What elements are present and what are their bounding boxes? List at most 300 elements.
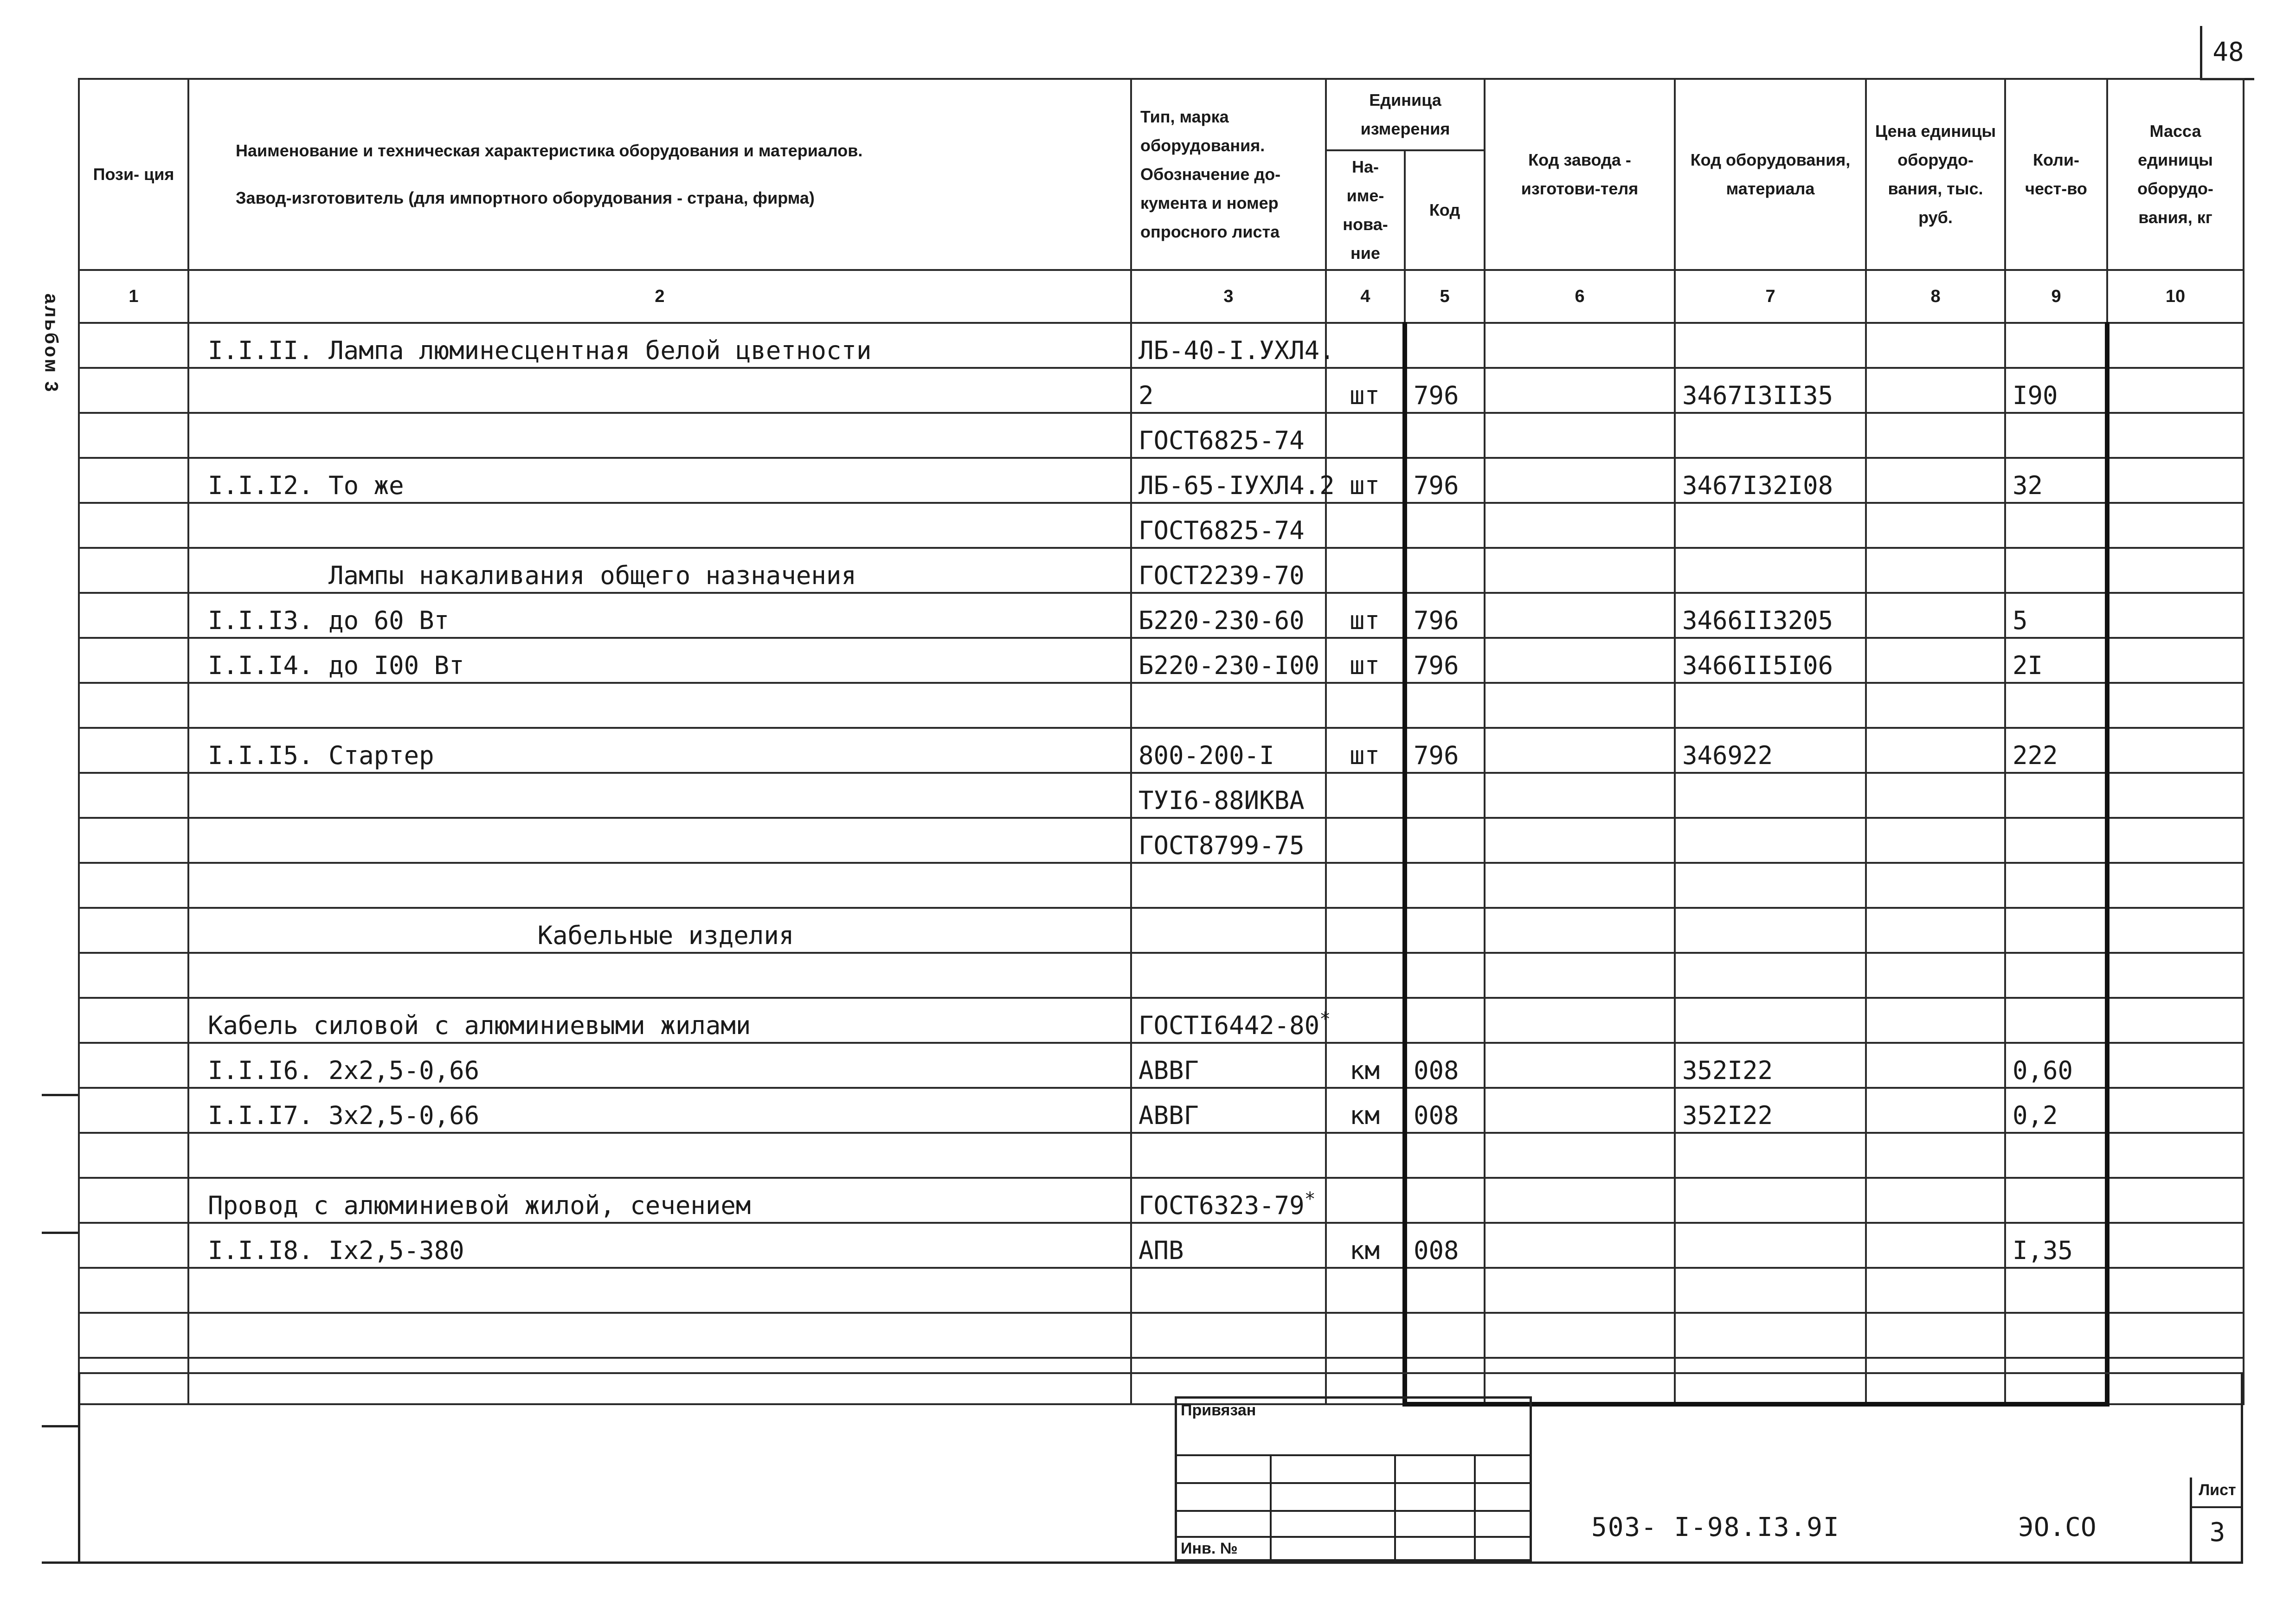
maker-code-cell	[1485, 908, 1675, 953]
item-name-cell: I.I.II. Лампа люминесцентная белой цветности	[188, 323, 1131, 368]
unit-code-cell	[1405, 1313, 1485, 1358]
maker-code-cell	[1485, 728, 1675, 773]
price-cell	[1866, 548, 2005, 593]
material-code-cell	[1675, 1223, 1866, 1268]
quantity-cell	[2005, 503, 2107, 548]
position-cell	[79, 413, 188, 458]
type-mark-cell	[1131, 908, 1326, 953]
position-cell	[79, 368, 188, 413]
maker-code-cell	[1485, 1313, 1675, 1358]
material-code-cell	[1675, 998, 1866, 1043]
table-row	[79, 1043, 2244, 1088]
material-code-cell: 352I22	[1675, 1043, 1866, 1088]
price-cell	[1866, 1313, 2005, 1358]
material-code-cell	[1675, 773, 1866, 818]
unit-code-cell: 796	[1405, 458, 1485, 503]
stamp-row-line	[1177, 1482, 1530, 1484]
unit-name-cell: шт	[1326, 458, 1405, 503]
price-cell	[1866, 953, 2005, 998]
unit-name-cell	[1326, 773, 1405, 818]
position-cell	[79, 1223, 188, 1268]
unit-code-cell	[1405, 1178, 1485, 1223]
unit-name-cell: шт	[1326, 728, 1405, 773]
position-cell	[79, 908, 188, 953]
maker-code-cell	[1485, 1088, 1675, 1133]
unit-code-cell	[1405, 683, 1485, 728]
item-name-cell	[188, 1133, 1131, 1178]
quantity-cell	[2005, 683, 2107, 728]
price-cell	[1866, 1358, 2005, 1404]
item-name-cell	[188, 953, 1131, 998]
quantity-cell: I,35	[2005, 1223, 2107, 1268]
quantity-cell	[2005, 1133, 2107, 1178]
position-cell	[79, 1178, 188, 1223]
unit-code-cell	[1405, 998, 1485, 1043]
quantity-cell	[2005, 1268, 2107, 1313]
material-code-cell	[1675, 503, 1866, 548]
unit-name-cell: шт	[1326, 638, 1405, 683]
price-cell	[1866, 863, 2005, 908]
price-cell	[1866, 1043, 2005, 1088]
unit-code-cell: 796	[1405, 593, 1485, 638]
unit-name-cell: шт	[1326, 593, 1405, 638]
mass-cell	[2107, 773, 2244, 818]
material-code-cell	[1675, 1178, 1866, 1223]
item-name-cell	[188, 818, 1131, 863]
table-row	[79, 548, 2244, 593]
stamp-row-line	[1177, 1454, 1530, 1456]
position-cell	[79, 503, 188, 548]
type-mark-cell	[1131, 863, 1326, 908]
unit-name-cell	[1326, 683, 1405, 728]
specification-body	[79, 323, 2244, 1404]
item-name-cell	[188, 863, 1131, 908]
mass-cell	[2107, 1313, 2244, 1358]
type-mark-cell: ГОСТI6442-80*	[1131, 998, 1326, 1043]
type-mark-cell: 800-200-I	[1131, 728, 1326, 773]
side-label	[37, 278, 65, 408]
material-code-cell	[1675, 683, 1866, 728]
stamp-row-line	[1177, 1536, 1530, 1538]
maker-code-cell	[1485, 323, 1675, 368]
table-row	[79, 458, 2244, 503]
item-name-cell: I.I.I4. до I00 Вт	[188, 638, 1131, 683]
unit-code-cell	[1405, 863, 1485, 908]
unit-name-cell	[1326, 503, 1405, 548]
table-row	[79, 683, 2244, 728]
header-price: Цена единицы оборудо-вания, тыс. руб.	[1866, 79, 2005, 270]
maker-code-cell	[1485, 1268, 1675, 1313]
maker-code-cell	[1485, 368, 1675, 413]
quantity-cell: 2I	[2005, 638, 2107, 683]
column-number: 7	[1675, 270, 1866, 323]
item-name-cell	[188, 413, 1131, 458]
unit-name-cell	[1326, 413, 1405, 458]
price-cell	[1866, 638, 2005, 683]
table-row	[79, 638, 2244, 683]
mass-cell	[2107, 413, 2244, 458]
material-code-cell	[1675, 323, 1866, 368]
quantity-cell: 32	[2005, 458, 2107, 503]
table-row	[79, 413, 2244, 458]
price-cell	[1866, 1178, 2005, 1223]
stamp-inventory-label: Инв. №	[1181, 1540, 1238, 1557]
mass-cell	[2107, 683, 2244, 728]
margin-tick	[42, 1094, 79, 1096]
header-type: Тип, марка оборудования. Обозначение до-кумента и номер опросного листа	[1131, 79, 1326, 270]
type-mark-cell: ГОСТ6825-74	[1131, 503, 1326, 548]
column-number: 2	[188, 270, 1131, 323]
mass-cell	[2107, 548, 2244, 593]
material-code-cell	[1675, 1268, 1866, 1313]
price-cell	[1866, 503, 2005, 548]
quantity-cell	[2005, 998, 2107, 1043]
mass-cell	[2107, 728, 2244, 773]
header-material-code: Код оборудования, материала	[1675, 79, 1866, 270]
unit-code-cell: 008	[1405, 1223, 1485, 1268]
sheet-divider	[2192, 1506, 2243, 1508]
unit-name-cell	[1326, 323, 1405, 368]
maker-code-cell	[1485, 548, 1675, 593]
item-name-cell	[188, 773, 1131, 818]
type-mark-cell: ЛБ-40-I.УХЛ4.	[1131, 323, 1326, 368]
type-mark-cell	[1131, 1313, 1326, 1358]
price-cell	[1866, 368, 2005, 413]
unit-name-cell	[1326, 953, 1405, 998]
material-code-cell	[1675, 1313, 1866, 1358]
table-row	[79, 998, 2244, 1043]
table-row	[79, 1313, 2244, 1358]
mass-cell	[2107, 908, 2244, 953]
unit-name-cell	[1326, 818, 1405, 863]
mass-cell	[2107, 458, 2244, 503]
unit-code-cell	[1405, 413, 1485, 458]
type-mark-cell: ГОСТ6323-79*	[1131, 1178, 1326, 1223]
mass-cell	[2107, 1043, 2244, 1088]
type-mark-cell: Б220-230-60	[1131, 593, 1326, 638]
quantity-cell	[2005, 953, 2107, 998]
position-cell	[79, 1358, 188, 1404]
stamp-bound-label: Привязан	[1181, 1401, 1256, 1419]
price-cell	[1866, 1088, 2005, 1133]
type-mark-cell	[1131, 1268, 1326, 1313]
unit-name-cell	[1326, 1133, 1405, 1178]
margin-tick	[42, 1425, 79, 1427]
type-mark-cell: АВВГ	[1131, 1088, 1326, 1133]
unit-code-cell: 796	[1405, 368, 1485, 413]
maker-code-cell	[1485, 413, 1675, 458]
table-row	[79, 1088, 2244, 1133]
material-code-cell: 346922	[1675, 728, 1866, 773]
side-label-text: альбом 3	[41, 293, 62, 393]
item-name-cell	[188, 368, 1131, 413]
position-cell	[79, 1043, 188, 1088]
price-cell	[1866, 908, 2005, 953]
unit-name-cell: шт	[1326, 368, 1405, 413]
material-code-cell: 352I22	[1675, 1088, 1866, 1133]
unit-name-cell: км	[1326, 1043, 1405, 1088]
quantity-cell: 222	[2005, 728, 2107, 773]
unit-code-cell: 008	[1405, 1043, 1485, 1088]
item-name-cell	[188, 1268, 1131, 1313]
item-name-cell: I.I.I3. до 60 Вт	[188, 593, 1131, 638]
table-row	[79, 1223, 2244, 1268]
unit-name-cell	[1326, 863, 1405, 908]
table-row	[79, 323, 2244, 368]
header-name	[188, 79, 1131, 270]
column-number: 6	[1485, 270, 1675, 323]
unit-code-cell: 796	[1405, 728, 1485, 773]
header-unit-code: Код	[1405, 150, 1485, 270]
mass-cell	[2107, 1358, 2244, 1404]
asterisk-mark: *	[1304, 1188, 1316, 1210]
position-cell	[79, 818, 188, 863]
header-row	[79, 79, 2244, 150]
unit-name-cell	[1326, 1268, 1405, 1313]
maker-code-cell	[1485, 1133, 1675, 1178]
unit-code-cell	[1405, 548, 1485, 593]
position-cell	[79, 323, 188, 368]
header-name-line1: Наименование и техническая характеристика оборудования и материалов.	[236, 141, 863, 160]
item-name-cell: Кабель силовой с алюминиевыми жилами	[188, 998, 1131, 1043]
position-cell	[79, 638, 188, 683]
price-cell	[1866, 458, 2005, 503]
maker-code-cell	[1485, 593, 1675, 638]
maker-code-cell	[1485, 863, 1675, 908]
position-cell	[79, 998, 188, 1043]
stamp-col-line	[1270, 1454, 1272, 1559]
unit-code-cell	[1405, 953, 1485, 998]
table-row	[79, 863, 2244, 908]
frame-left-border	[78, 1372, 80, 1563]
quantity-cell	[2005, 1358, 2107, 1404]
price-cell	[1866, 773, 2005, 818]
type-mark-cell: ЛБ-65-IУХЛ4.2	[1131, 458, 1326, 503]
stamp-col-line	[1474, 1454, 1476, 1559]
material-code-cell: 3466II3205	[1675, 593, 1866, 638]
table-bottom-border	[78, 1372, 2243, 1374]
maker-code-cell	[1485, 1223, 1675, 1268]
material-code-cell	[1675, 1358, 1866, 1404]
price-cell	[1866, 683, 2005, 728]
table-row	[79, 773, 2244, 818]
mass-cell	[2107, 1178, 2244, 1223]
document-code: 503- I-98.I3.9I	[1591, 1512, 1840, 1542]
column-number: 9	[2005, 270, 2107, 323]
unit-name-cell	[1326, 548, 1405, 593]
unit-code-cell: 008	[1405, 1088, 1485, 1133]
quantity-cell	[2005, 323, 2107, 368]
quantity-cell	[2005, 548, 2107, 593]
unit-name-cell: км	[1326, 1088, 1405, 1133]
item-name-cell: Лампы накаливания общего назначения	[188, 548, 1131, 593]
unit-code-cell	[1405, 818, 1485, 863]
position-cell	[79, 593, 188, 638]
material-code-cell: 3467I32I08	[1675, 458, 1866, 503]
header-unit-group: Единица измерения	[1326, 79, 1485, 150]
mass-cell	[2107, 953, 2244, 998]
mass-cell	[2107, 998, 2244, 1043]
stamp-col-line	[1394, 1454, 1396, 1559]
quantity-cell: 0,60	[2005, 1043, 2107, 1088]
item-name-cell: Кабельные изделия	[188, 908, 1131, 953]
column-number: 5	[1405, 270, 1485, 323]
quantity-cell: 5	[2005, 593, 2107, 638]
mass-cell	[2107, 638, 2244, 683]
unit-code-cell: 796	[1405, 638, 1485, 683]
position-cell	[79, 863, 188, 908]
position-cell	[79, 728, 188, 773]
frame-base-line	[42, 1561, 2243, 1564]
type-mark-cell	[1131, 953, 1326, 998]
unit-name-cell	[1326, 1178, 1405, 1223]
maker-code-cell	[1485, 1043, 1675, 1088]
item-name-cell	[188, 503, 1131, 548]
header-name-line2: Завод-изготовитель (для импортного оборудования - страна, фирма)	[236, 188, 815, 207]
maker-code-cell	[1485, 638, 1675, 683]
type-mark-cell: ГОСТ2239-70	[1131, 548, 1326, 593]
unit-name-cell	[1326, 908, 1405, 953]
position-cell	[79, 773, 188, 818]
header-position: Пози- ция	[79, 79, 188, 270]
type-mark-cell	[1131, 1133, 1326, 1178]
position-cell	[79, 1133, 188, 1178]
material-code-cell: 3466II5I06	[1675, 638, 1866, 683]
price-cell	[1866, 728, 2005, 773]
position-cell	[79, 548, 188, 593]
sheet-code: ЭО.СО	[2018, 1512, 2097, 1542]
unit-code-cell	[1405, 323, 1485, 368]
type-mark-cell: Б220-230-I00	[1131, 638, 1326, 683]
header-quantity: Коли-чест-во	[2005, 79, 2107, 270]
mass-cell	[2107, 818, 2244, 863]
quantity-cell	[2005, 1313, 2107, 1358]
material-code-cell	[1675, 1133, 1866, 1178]
quantity-cell: I90	[2005, 368, 2107, 413]
material-code-cell	[1675, 413, 1866, 458]
price-cell	[1866, 413, 2005, 458]
column-number: 4	[1326, 270, 1405, 323]
mass-cell	[2107, 863, 2244, 908]
column-number: 10	[2107, 270, 2244, 323]
quantity-cell	[2005, 818, 2107, 863]
material-code-cell	[1675, 953, 1866, 998]
header-unit-name: На-име-нова-ние	[1326, 150, 1405, 270]
maker-code-cell	[1485, 458, 1675, 503]
price-cell	[1866, 323, 2005, 368]
sheet-label: Лист	[2199, 1481, 2236, 1499]
column-number-row	[79, 270, 2244, 323]
material-code-cell	[1675, 818, 1866, 863]
maker-code-cell	[1485, 953, 1675, 998]
table-row	[79, 953, 2244, 998]
maker-code-cell	[1485, 773, 1675, 818]
material-code-cell	[1675, 548, 1866, 593]
item-name-cell: I.I.I2. То же	[188, 458, 1131, 503]
quantity-cell	[2005, 908, 2107, 953]
item-name-cell: I.I.I7. 3х2,5-0,66	[188, 1088, 1131, 1133]
mass-cell	[2107, 503, 2244, 548]
table-row	[79, 818, 2244, 863]
quantity-cell	[2005, 1178, 2107, 1223]
table-row	[79, 1268, 2244, 1313]
material-code-cell: 3467I3II35	[1675, 368, 1866, 413]
quantity-cell: 0,2	[2005, 1088, 2107, 1133]
table-row	[79, 368, 2244, 413]
item-name-cell: I.I.I8. Iх2,5-380	[188, 1223, 1131, 1268]
item-name-cell: I.I.I6. 2х2,5-0,66	[188, 1043, 1131, 1088]
item-name-cell: Провод с алюминиевой жилой, сечением	[188, 1178, 1131, 1223]
unit-code-cell	[1405, 1133, 1485, 1178]
mass-cell	[2107, 1088, 2244, 1133]
unit-code-cell	[1405, 908, 1485, 953]
sheet-number: 3	[2209, 1517, 2225, 1548]
unit-name-cell	[1326, 1313, 1405, 1358]
price-cell	[1866, 1223, 2005, 1268]
type-mark-cell: АПВ	[1131, 1223, 1326, 1268]
maker-code-cell	[1485, 683, 1675, 728]
price-cell	[1866, 1133, 2005, 1178]
column-number: 3	[1131, 270, 1326, 323]
maker-code-cell	[1485, 998, 1675, 1043]
table-row	[79, 1358, 2244, 1404]
item-name-cell	[188, 1358, 1131, 1404]
table-row	[79, 503, 2244, 548]
header-mass: Масса единицы оборудо-вания, кг	[2107, 79, 2244, 270]
table-row	[79, 1178, 2244, 1223]
column-number: 1	[79, 270, 188, 323]
stamp-row-line	[1177, 1510, 1530, 1512]
mass-cell	[2107, 593, 2244, 638]
table-row	[79, 593, 2244, 638]
table-row	[79, 1133, 2244, 1178]
maker-code-cell	[1485, 1178, 1675, 1223]
unit-code-cell	[1405, 773, 1485, 818]
position-cell	[79, 1268, 188, 1313]
table-row	[79, 728, 2244, 773]
mass-cell	[2107, 323, 2244, 368]
specification-table	[78, 78, 2245, 1407]
header-maker-code: Код завода - изготови-теля	[1485, 79, 1675, 270]
maker-code-cell	[1485, 503, 1675, 548]
position-cell	[79, 458, 188, 503]
item-name-cell	[188, 683, 1131, 728]
position-cell	[79, 1088, 188, 1133]
material-code-cell	[1675, 908, 1866, 953]
position-cell	[79, 683, 188, 728]
maker-code-cell	[1485, 818, 1675, 863]
item-name-cell	[188, 1313, 1131, 1358]
sheet-number-box	[2190, 1478, 2243, 1562]
approval-stamp	[1175, 1396, 1532, 1561]
unit-name-cell: км	[1326, 1223, 1405, 1268]
price-cell	[1866, 998, 2005, 1043]
price-cell	[1866, 818, 2005, 863]
mass-cell	[2107, 368, 2244, 413]
item-name-cell: I.I.I5. Стартер	[188, 728, 1131, 773]
mass-cell	[2107, 1223, 2244, 1268]
type-mark-cell: ГОСТ6825-74	[1131, 413, 1326, 458]
quantity-cell	[2005, 413, 2107, 458]
mass-cell	[2107, 1268, 2244, 1313]
type-mark-cell: ТУI6-88ИКВА	[1131, 773, 1326, 818]
margin-tick	[42, 1232, 79, 1234]
unit-code-cell	[1405, 1268, 1485, 1313]
quantity-cell	[2005, 773, 2107, 818]
quantity-cell	[2005, 863, 2107, 908]
column-number: 8	[1866, 270, 2005, 323]
page-number: 48	[2200, 26, 2254, 80]
